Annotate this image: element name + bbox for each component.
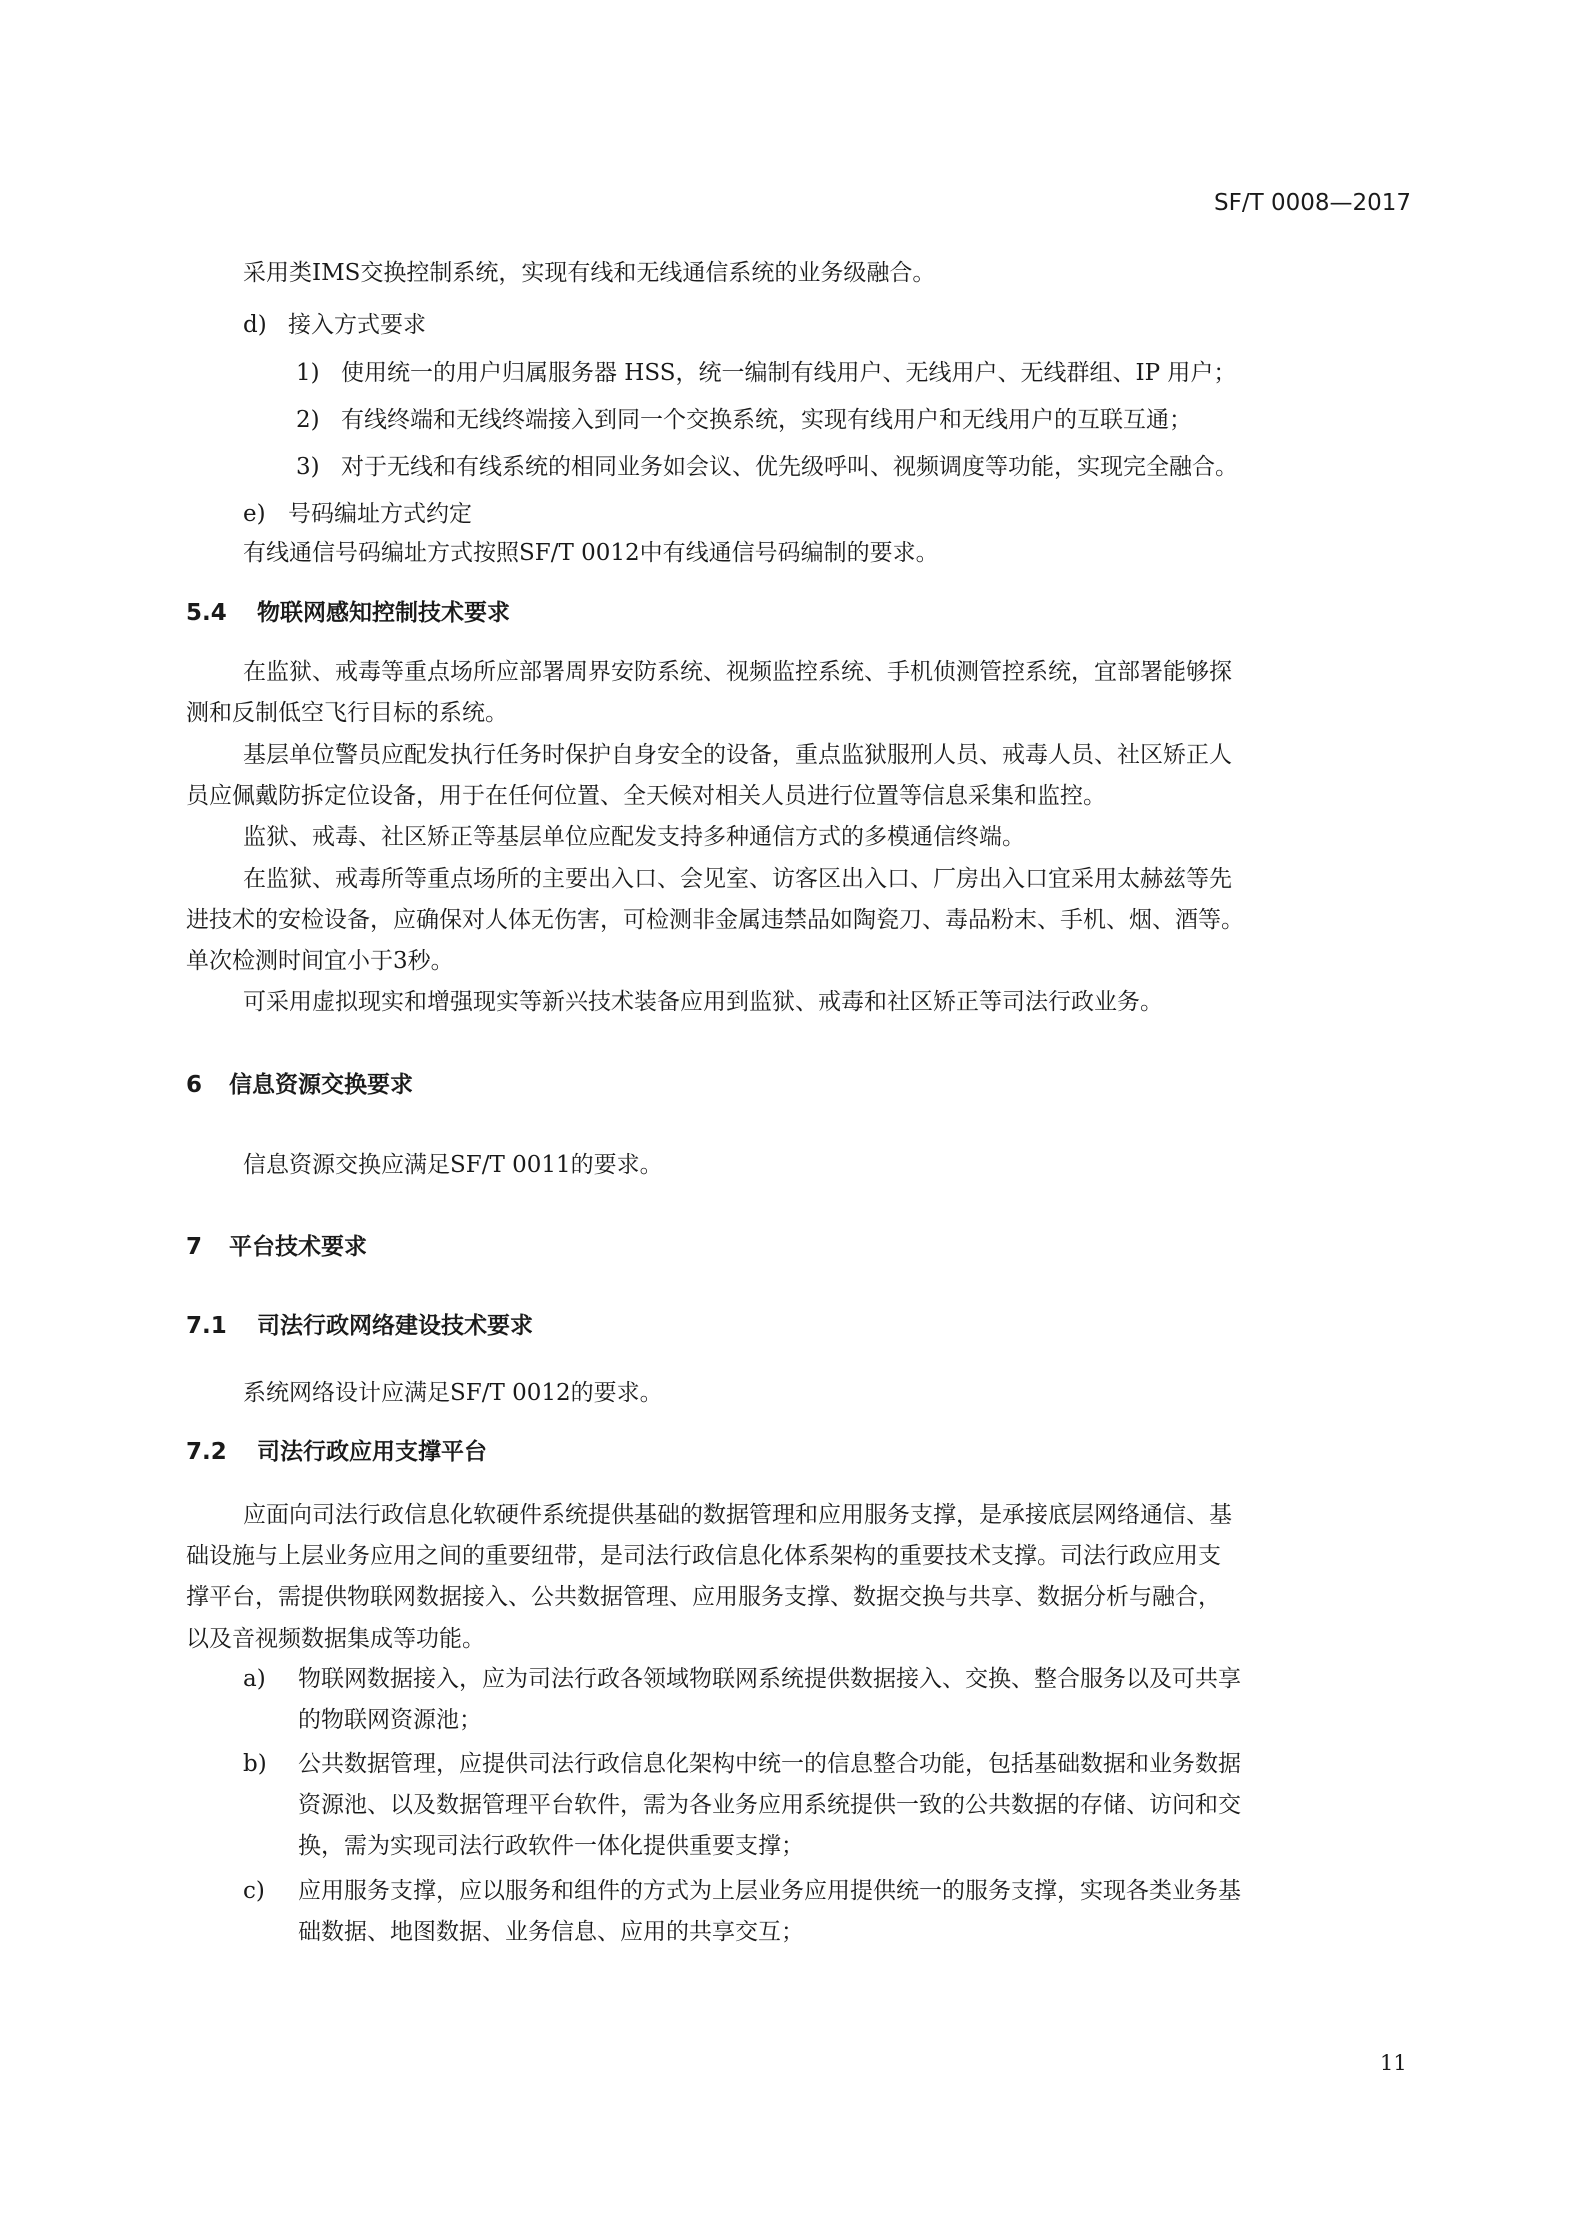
section-number: 7.2 [186,1439,227,1465]
list-item-c [243,1872,1241,1910]
section-number: 6 [186,1072,203,1098]
item-d [243,306,426,344]
section-7-1-heading [186,1307,533,1345]
subitem-3 [296,448,1238,486]
subitem-1 [296,354,1236,392]
section-title: 物联网感知控制技术要求 [257,600,510,626]
list-item-line: 应用服务支撑，应以服务和组件的方式为上层业务应用提供统一的服务支撑，实现各类业务基 [298,1878,1241,1904]
section-7-heading [186,1228,367,1266]
paragraph-cont: 以及音视频数据集成等功能。 [186,1626,485,1652]
item-e-label: e) [243,501,266,527]
standard-number: SF/T 0008—2017 [1214,190,1412,216]
list-item-line: 换，需为实现司法行政软件一体化提供重要支撑； [298,1833,804,1859]
section-7-2-heading [186,1433,487,1471]
paragraph-cont: 础设施与上层业务应用之间的重要纽带，是司法行政信息化体系架构的重要技术支撑。司法行政应用支 [186,1543,1221,1569]
paragraph: 在监狱、戒毒等重点场所应部署周界安防系统、视频监控系统、手机侦测管控系统，宜部署能够探 [243,659,1232,685]
subitem-3-text: 对于无线和有线系统的相同业务如会议、优先级呼叫、视频调度等功能，实现完全融合。 [341,454,1238,480]
list-item-label: c) [243,1878,265,1904]
subitem-2-label: 2) [296,407,320,433]
section-5-4-heading [186,594,510,632]
paragraph: 在监狱、戒毒所等重点场所的主要出入口、会见室、访客区出入口、厂房出入口宜采用太赫兹等先 [243,866,1232,892]
page-number: 11 [1380,2051,1407,2075]
paragraph-cont: 员应佩戴防拆定位设备，用于在任何位置、全天候对相关人员进行位置等信息采集和监控。 [186,783,1106,809]
section-title: 司法行政网络建设技术要求 [257,1313,533,1339]
section-number: 5.4 [186,600,227,626]
subitem-3-label: 3) [296,454,320,480]
list-item-line: 础数据、地图数据、业务信息、应用的共享交互； [298,1919,804,1945]
item-e-text: 有线通信号码编址方式按照SF/T 0012中有线通信号码编制的要求。 [243,540,939,566]
section-title: 信息资源交换要求 [229,1072,413,1098]
paragraph-cont: 单次检测时间宜小于3秒。 [186,948,454,974]
list-item-line: 公共数据管理，应提供司法行政信息化架构中统一的信息整合功能，包括基础数据和业务数据 [298,1751,1241,1777]
paragraph: 可采用虚拟现实和增强现实等新兴技术装备应用到监狱、戒毒和社区矫正等司法行政业务。 [243,989,1163,1015]
paragraph: 监狱、戒毒、社区矫正等基层单位应配发支持多种通信方式的多模通信终端。 [243,824,1025,850]
list-item-line: 物联网数据接入，应为司法行政各领域物联网系统提供数据接入、交换、整合服务以及可共享 [298,1666,1241,1692]
subitem-2 [296,401,1192,439]
list-item-label: b) [243,1751,267,1777]
item-e [243,495,472,533]
item-e-title: 号码编址方式约定 [288,501,472,527]
section-6-heading [186,1066,413,1104]
section-number: 7.1 [186,1313,227,1339]
list-item-label: a) [243,1666,266,1692]
paragraph-cont: 撑平台，需提供物联网数据接入、公共数据管理、应用服务支撑、数据交换与共享、数据分析与融合， [186,1584,1221,1610]
section-6-text: 信息资源交换应满足SF/T 0011的要求。 [243,1152,663,1178]
subitem-1-label: 1) [296,360,320,386]
list-item-line: 的物联网资源池； [298,1707,482,1733]
section-title: 司法行政应用支撑平台 [257,1439,487,1465]
list-item-line: 资源池、以及数据管理平台软件，需为各业务应用系统提供一致的公共数据的存储、访问和交 [298,1792,1241,1818]
section-number: 7 [186,1234,203,1260]
paragraph-cont: 测和反制低空飞行目标的系统。 [186,700,508,726]
item-d-title: 接入方式要求 [288,312,426,338]
paragraph: 基层单位警员应配发执行任务时保护自身安全的设备，重点监狱服刑人员、戒毒人员、社区矫正人 [243,742,1232,768]
item-d-label: d) [243,312,267,338]
paragraph-cont: 进技术的安检设备，应确保对人体无伤害，可检测非金属违禁品如陶瓷刀、毒品粉末、手机、烟、酒等。 [186,907,1244,933]
section-7-1-text: 系统网络设计应满足SF/T 0012的要求。 [243,1380,663,1406]
intro-line: 采用类IMS交换控制系统，实现有线和无线通信系统的业务级融合。 [243,260,936,286]
list-item-a [243,1660,1241,1698]
subitem-1-text: 使用统一的用户归属服务器 HSS，统一编制有线用户、无线用户、无线群组、IP 用户； [341,360,1237,386]
paragraph: 应面向司法行政信息化软硬件系统提供基础的数据管理和应用服务支撑，是承接底层网络通信、基 [243,1502,1232,1528]
list-item-b [243,1745,1241,1783]
section-title: 平台技术要求 [229,1234,367,1260]
subitem-2-text: 有线终端和无线终端接入到同一个交换系统，实现有线用户和无线用户的互联互通； [341,407,1192,433]
